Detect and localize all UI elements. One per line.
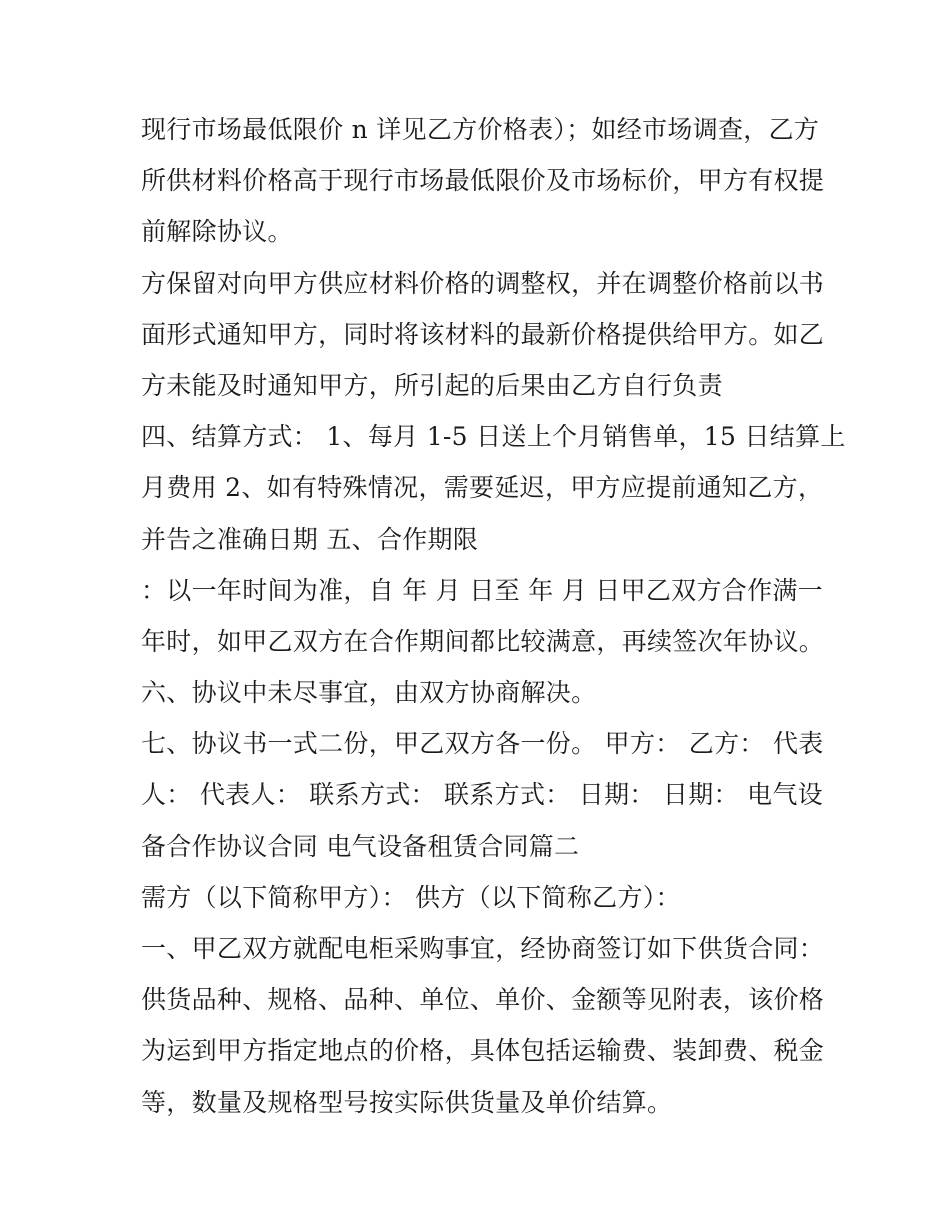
text-line: 月费用 2、如有特殊情况，需要延迟，甲方应提前通知乙方，	[141, 473, 824, 503]
text-line: 六、协议中未尽事宜，由双方协商解决。	[141, 678, 597, 708]
text-line: 七、协议书一式二份，甲乙双方各一份。 甲方： 乙方： 代表	[141, 729, 824, 759]
text-line: 方未能及时通知甲方，所引起的后果由乙方自行负责	[141, 370, 723, 400]
text-line: 前解除协议。	[141, 217, 293, 247]
text-line: 面形式通知甲方，同时将该材料的最新价格提供给甲方。如乙	[141, 319, 825, 349]
text-line: 需方（以下简称甲方）： 供方（以下简称乙方）：	[141, 882, 681, 912]
text-line: 一、甲乙双方就配电柜采购事宜，经协商签订如下供货合同：	[141, 934, 825, 963]
text-line: ：以一年时间为准，自 年 月 日至 年 月 日甲乙双方合作满一	[141, 575, 823, 605]
text-line: 等，数量及规格型号按实际供货量及单价结算。	[141, 1087, 673, 1117]
text-line: 四、结算方式： 1、每月 1-5 日送上个月销售单，15 日结算上	[141, 422, 846, 452]
text-line: 备合作协议合同 电气设备租赁合同篇二	[141, 831, 580, 861]
text-line: 供货品种、规格、品种、单位、单价、金额等见附表，该价格	[141, 985, 825, 1015]
text-line: 并告之准确日期 五、合作期限	[141, 524, 479, 554]
text-line: 年时，如甲乙双方在合作期间都比较满意，再续签次年协议。	[141, 626, 825, 656]
text-line: 现行市场最低限价 n 详见乙方价格表）；如经市场调查，乙方	[141, 115, 820, 144]
text-line: 为运到甲方指定地点的价格，具体包括运输费、装卸费、税金	[141, 1036, 825, 1066]
text-line: 人： 代表人： 联系方式： 联系方式： 日期： 日期： 电气设	[141, 780, 823, 810]
text-line: 方保留对向甲方供应材料价格的调整权，并在调整价格前以书	[141, 268, 825, 298]
document-body	[141, 104, 846, 1128]
text-line: 所供材料价格高于现行市场最低限价及市场标价，甲方有权提	[141, 166, 825, 196]
